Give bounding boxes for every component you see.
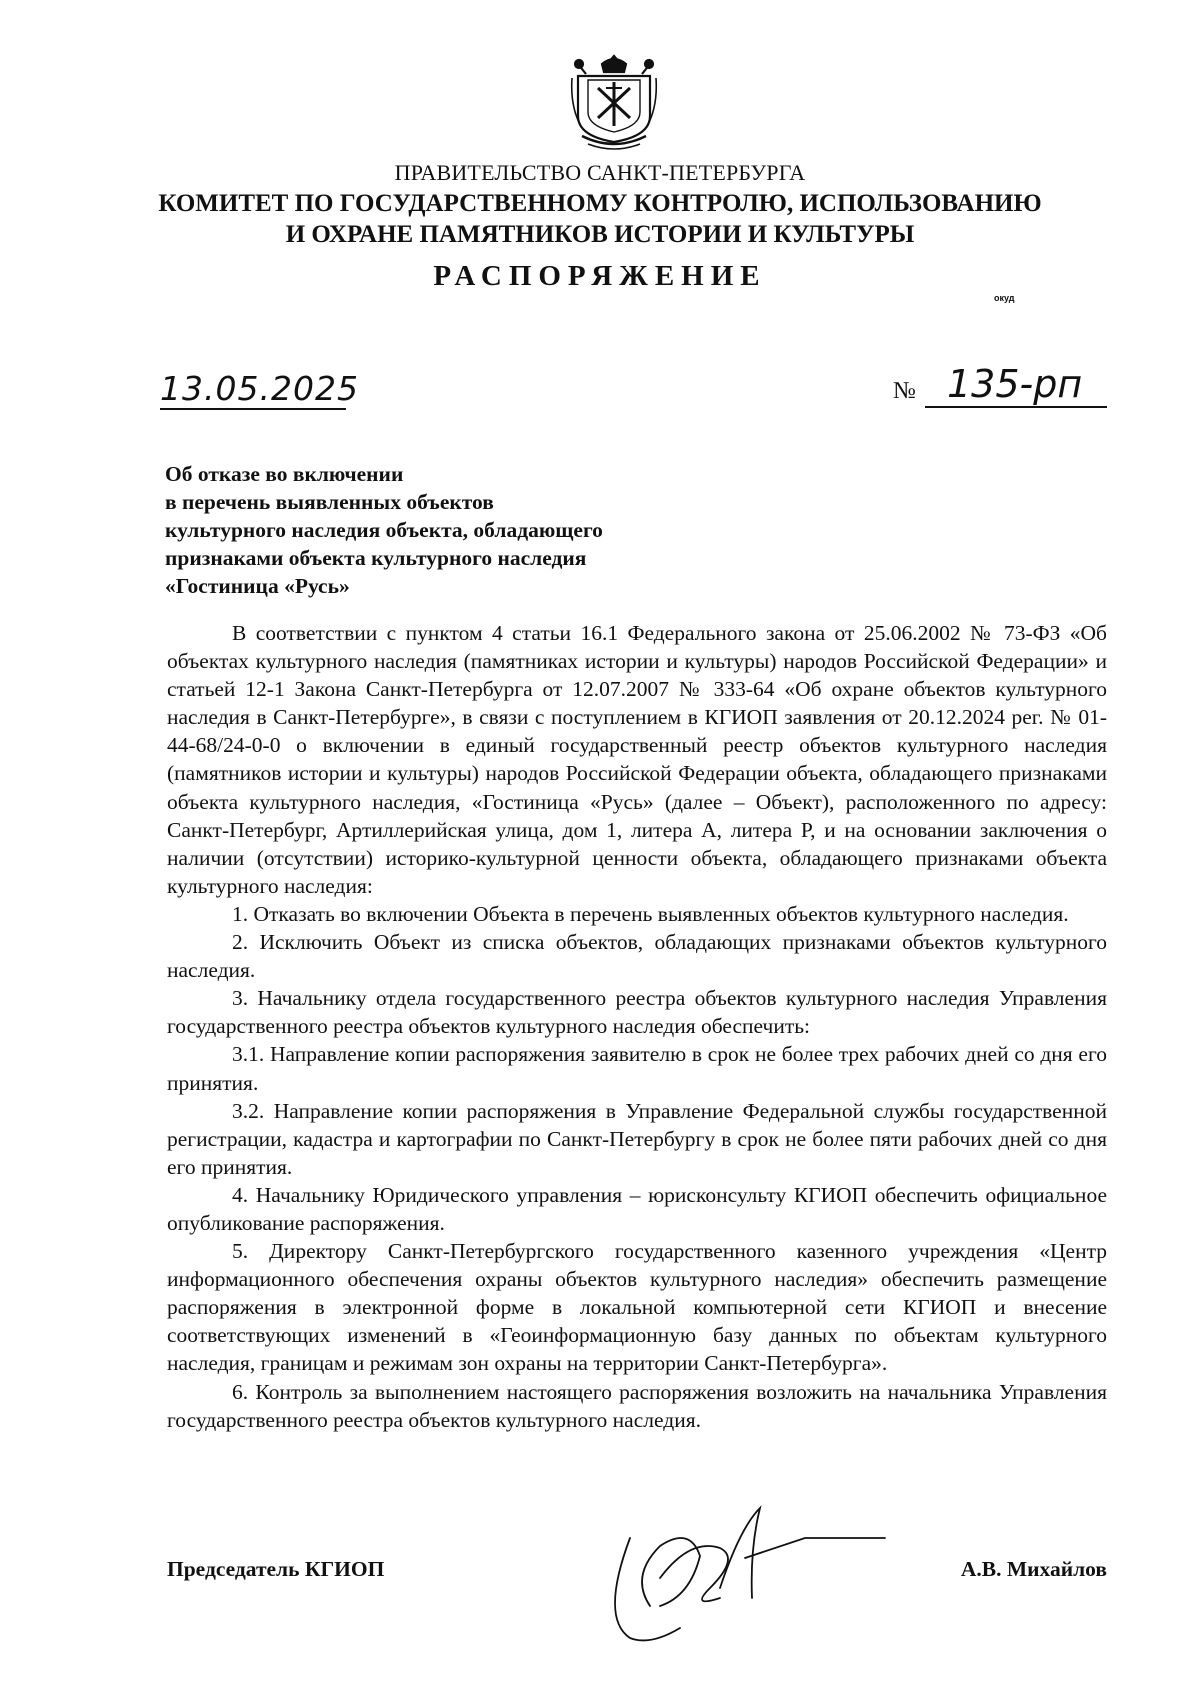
- subject-line: культурного наследия объекта, обладающего: [165, 518, 603, 542]
- okud-label: окуд: [994, 293, 1015, 303]
- subject-line: признаками объекта культурного наследия: [165, 546, 587, 570]
- signatory-name: А.В. Михайлов: [960, 1557, 1107, 1581]
- clause-2: 2. Исключить Объект из списка объектов, обладающих признаками объектов культурного наследия.: [167, 930, 1107, 983]
- clause-4: 4. Начальнику Юридического управления – юрисконсульту КГИОП обеспечить официальное опубликование распоряжения.: [167, 1182, 1107, 1235]
- clause-3-2: 3.2. Направление копии распоряжения в Управление Федеральной службы государственной регистрации, кадастра и картографии по Санкт-Петербургу в срок не более пяти рабочих дней со дня его принятия.: [167, 1098, 1107, 1179]
- committee-name-line1: КОМИТЕТ ПО ГОСУДАРСТВЕННОМУ КОНТРОЛЮ, ИСПОЛЬЗОВАНИЮ: [158, 190, 1042, 217]
- committee-name-line2: И ОХРАНЕ ПАМЯТНИКОВ ИСТОРИИ И КУЛЬТУРЫ: [285, 221, 915, 248]
- clause-1: 1. Отказать во включении Объекта в перечень выявленных объектов культурного наследия.: [232, 901, 1069, 926]
- government-name: ПРАВИТЕЛЬСТВО САНКТ-ПЕТЕРБУРГА: [394, 160, 806, 185]
- document-subject: [165, 460, 603, 600]
- clause-3-1: 3.1. Направление копии распоряжения заявителю в срок не более трех рабочих дней со дня его принятия.: [167, 1042, 1107, 1095]
- document-body: [167, 619, 1107, 1434]
- subject-line: «Гостиница «Русь»: [165, 574, 350, 598]
- number-label: №: [893, 378, 916, 404]
- clause-3: 3. Начальнику отдела государственного реестра объектов культурного наследия Управления государственного реестра объектов культурного наследия обеспечить:: [167, 986, 1107, 1039]
- document-date: 13.05.2025: [160, 369, 359, 408]
- subject-line: Об отказе во включении: [165, 462, 404, 486]
- document-number: 135-рп: [925, 362, 1107, 408]
- clause-5: 5. Директору Санкт-Петербургского государственного казенного учреждения «Центр информационного обеспечения охраны объектов культурного наследия» обеспечить размещение распоряжения в электронной форме в локальной компьютерной сети КГИОП и внесение соответствующих изменений в «Геоинформационную базу данных по объектам культурного наследия, границам и режимам зон охраны на территории Санкт-Петербурга».: [167, 1239, 1107, 1376]
- preamble-paragraph: В соответствии с пунктом 4 статьи 16.1 Федерального закона от 25.06.2002 № 73-ФЗ «Об объектах культурного наследия (памятниках истории и культуры) народов Российской Федерации» и статьей 12-1 Закона Санкт-Петербурга от 12.07.2007 № 333-64 «Об охране объектов культурного наследия в Санкт-Петербурге», в связи с поступлением в КГИОП заявления от 20.12.2024 рег. № 01-44-68/24-0-0 о включении в единый государственный реестр объектов культурного наследия (памятников истории и культуры) народов Российской Федерации объекта, обладающего признаками объекта культурного наследия, «Гостиница «Русь» (далее – Объект), расположенного по адресу: Санкт-Петербург, Артиллерийская улица, дом 1, литера А, литера Р, и на основании заключения о наличии (отсутствии) историко-культурной ценности объекта, обладающего признаками объекта культурного наследия:: [167, 621, 1107, 898]
- signatory-position: Председатель КГИОП: [167, 1557, 385, 1581]
- document-type: РАСПОРЯЖЕНИЕ: [433, 260, 767, 292]
- clause-6: 6. Контроль за выполнением настоящего распоряжения возложить на начальника Управления государственного реестра объектов культурного наследия.: [167, 1379, 1107, 1432]
- coat-of-arms-icon: [568, 52, 660, 152]
- subject-line: в перечень выявленных объектов: [165, 490, 494, 514]
- signature-icon: [610, 1498, 890, 1648]
